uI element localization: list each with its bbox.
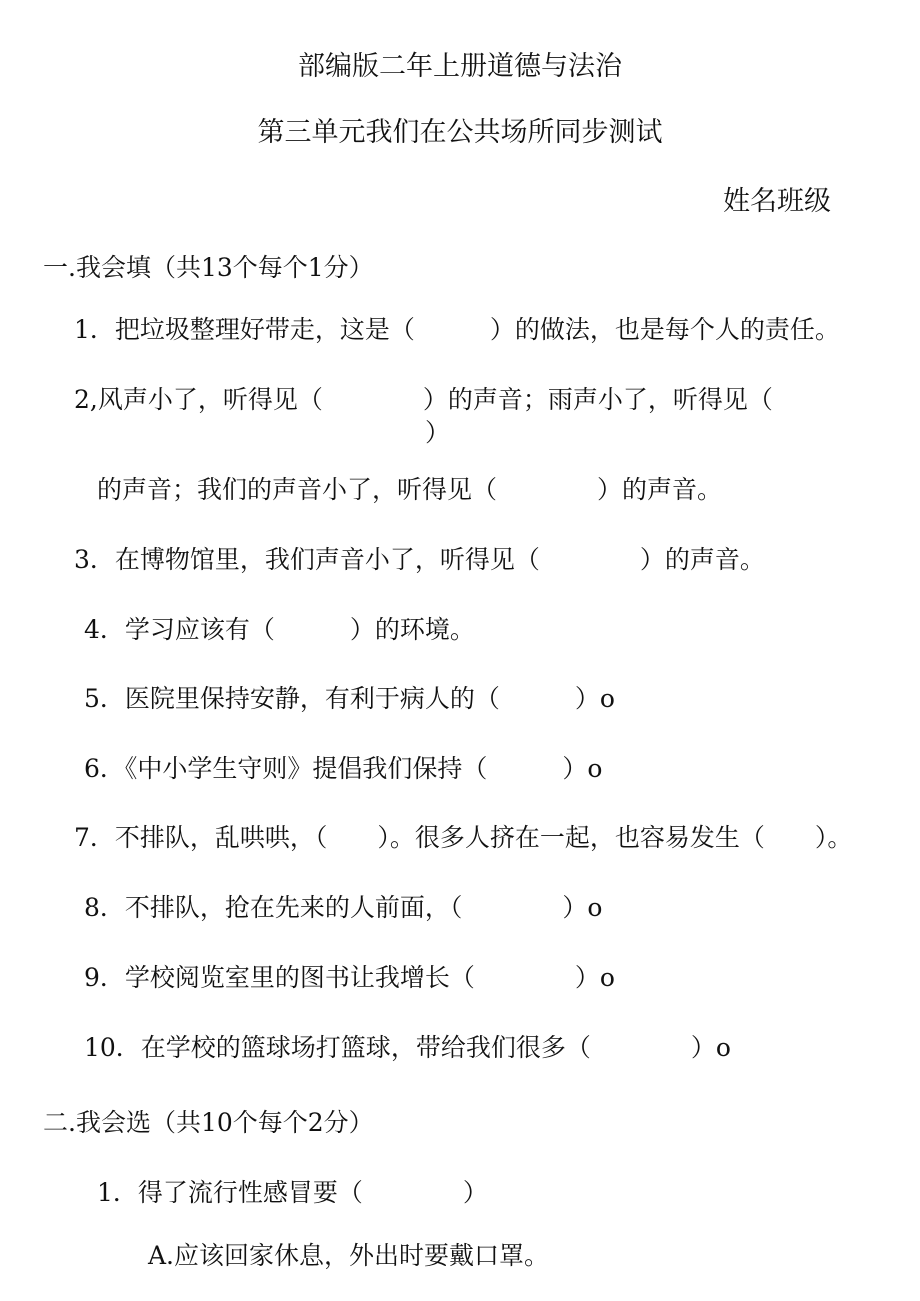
- choice-question-1: 1．得了流行性感冒要（ ）: [97, 1178, 488, 1207]
- section-1-heading: 一.我会填（共13个每个1分）: [43, 253, 374, 282]
- fill-question-2-bracket: ）: [425, 418, 451, 447]
- name-class-label: 姓名班级: [723, 186, 831, 217]
- fill-question-3: 3．在博物馆里，我们声音小了，听得见（ ）的声音。: [74, 545, 765, 574]
- fill-question-7: 7．不排队，乱哄哄，（ ）。很多人挤在一起，也容易发生（ ）。: [74, 823, 853, 852]
- fill-question-10: 10．在学校的篮球场打篮球，带给我们很多（ ）o: [84, 1033, 731, 1062]
- fill-question-5: 5．医院里保持安静，有利于病人的（ ）o: [84, 684, 615, 713]
- fill-question-6: 6．《中小学生守则》提倡我们保持（ ）o: [84, 754, 603, 783]
- fill-question-1: 1．把垃圾整理好带走，这是（ ）的做法，也是每个人的责任。: [74, 315, 840, 344]
- section-2-heading: 二.我会选（共10个每个2分）: [43, 1108, 374, 1137]
- fill-question-9: 9．学校阅览室里的图书让我增长（ ）o: [84, 963, 615, 992]
- document-subtitle: 第三单元我们在公共场所同步测试: [257, 117, 663, 148]
- fill-question-4: 4．学习应该有（ ）的环境。: [84, 615, 475, 644]
- choice-option-a: A.应该回家休息，外出时要戴口罩。: [148, 1241, 550, 1270]
- fill-question-8: 8．不排队，抢在先来的人前面，（ ）o: [84, 893, 603, 922]
- fill-question-2-continued: 的声音；我们的声音小了，听得见（ ）的声音。: [97, 475, 723, 504]
- fill-question-2: 2,风声小了，听得见（ ）的声音；雨声小了，听得见（: [74, 385, 773, 414]
- document-title: 部编版二年上册道德与法治: [298, 51, 622, 82]
